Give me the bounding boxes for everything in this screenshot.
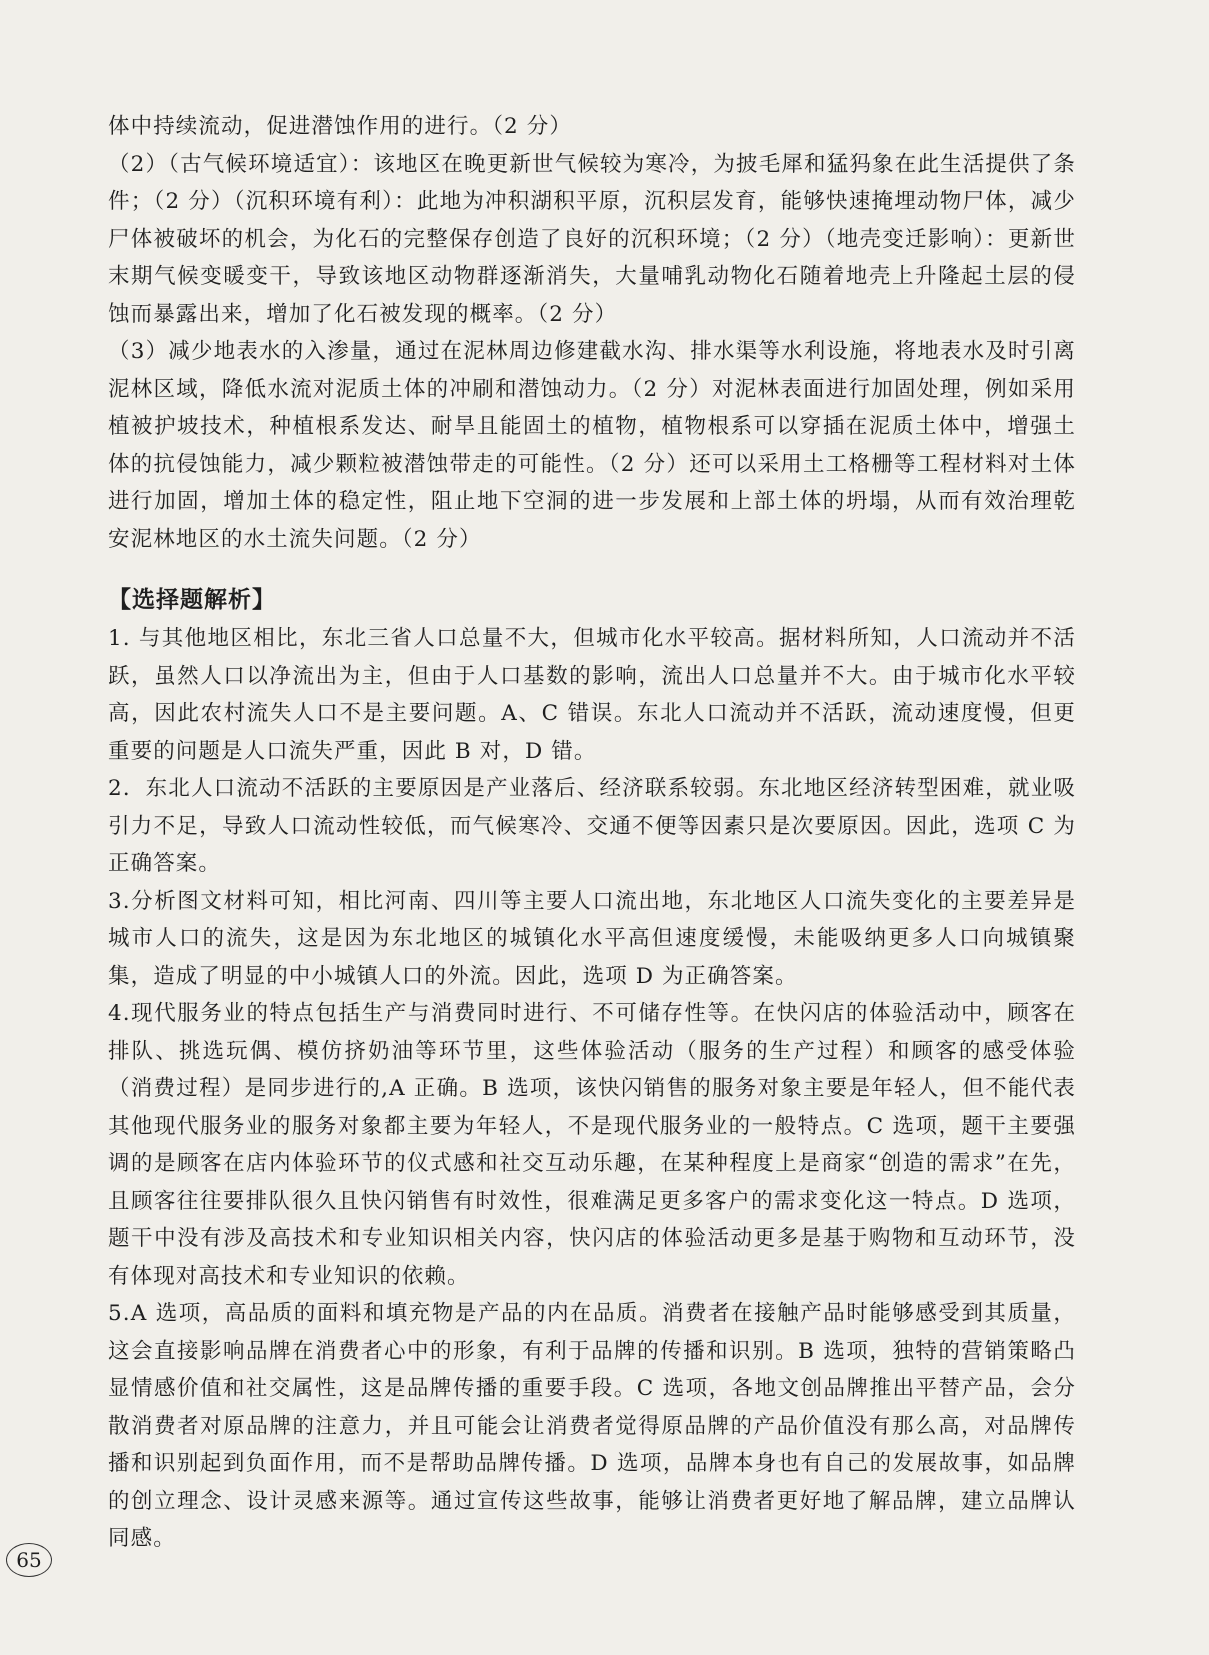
explanation-paragraph: 2．东北人口流动不活跃的主要原因是产业落后、经济联系较弱。东北地区经济转型困难，就业吸引力不足，导致人口流动性较低，而气候寒冷、交通不便等因素只是次要原因。因此，选项 C 为正确答案。: [108, 776, 1076, 876]
answer-paragraph: 体中持续流动，促进潜蚀作用的进行。（2 分）: [108, 114, 572, 139]
answer-paragraph: （3）减少地表水的入渗量，通过在泥林周边修建截水沟、排水渠等水利设施，将地表水及时引离泥林区域，降低水流对泥质土体的冲刷和潜蚀动力。（2 分）对泥林表面进行加固处理，例如采用植被护坡技术，种植根系发达、耐旱且能固土的植物，植物根系可以穿插在泥质土体中，增强土体的抗侵蚀能力，减少颗粒被潜蚀带走的可能性。（2 分）还可以采用土工格栅等工程材料对土体进行加固，增加土体的稳定性，阻止地下空洞的进一步发展和上部土体的坍塌，从而有效治理乾安泥林地区的水土流失问题。（2 分）: [108, 339, 1076, 552]
explanation-paragraph: 4.现代服务业的特点包括生产与消费同时进行、不可储存性等。在快闪店的体验活动中，顾客在排队、挑选玩偶、模仿挤奶油等环节里，这些体验活动（服务的生产过程）和顾客的感受体验（消费过程）是同步进行的,A 正确。B 选项，该快闪销售的服务对象主要是年轻人，但不能代表其他现代服务业的服务对象都主要为年轻人，不是现代服务业的一般特点。C 选项，题干主要强调的是顾客在店内体验环节的仪式感和社交互动乐趣，在某种程度上是商家“创造的需求”在先，且顾客往往要排队很久且快闪销售有时效性，很难满足更多客户的需求变化这一特点。D 选项，题干中没有涉及高技术和专业知识相关内容，快闪店的体验活动更多是基于购物和互动环节，没有体现对高技术和专业知识的依赖。: [108, 1001, 1076, 1289]
explanation-paragraph: 1. 与其他地区相比，东北三省人口总量不大，但城市化水平较高。据材料所知，人口流动并不活跃，虽然人口以净流出为主，但由于人口基数的影响，流出人口总量并不大。由于城市化水平较高，因此农村流失人口不是主要问题。A、C 错误。东北人口流动并不活跃，流动速度慢，但更重要的问题是人口流失严重，因此 B 对，D 错。: [108, 626, 1076, 764]
answer-paragraph: （2）（古气候环境适宜）：该地区在晚更新世气候较为寒冷，为披毛犀和猛犸象在此生活提供了条件；（2 分）（沉积环境有利）：此地为冲积湖积平原，沉积层发育，能够快速掩埋动物尸体，减少尸体被破坏的机会，为化石的完整保存创造了良好的沉积环境；（2 分）（地壳变迁影响）：更新世末期气候变暖变干，导致该地区动物群逐渐消失，大量哺乳动物化石随着地壳上升隆起土层的侵蚀而暴露出来，增加了化石被发现的概率。（2 分）: [108, 151, 1076, 327]
section-title: 【选择题解析】: [108, 586, 276, 613]
explanation-paragraph: 3.分析图文材料可知，相比河南、四川等主要人口流出地，东北地区人口流失变化的主要差异是城市人口的流失，这是因为东北地区的城镇化水平高但速度缓慢，未能吸纳更多人口向城镇聚集，造成了明显的中小城镇人口的外流。因此，选项 D 为正确答案。: [108, 888, 1076, 989]
explanation-paragraph: 5.A 选项，高品质的面料和填充物是产品的内在品质。消费者在接触产品时能够感受到其质量，这会直接影响品牌在消费者心中的形象，有利于品牌的传播和识别。B 选项，独特的营销策略凸显情感价值和社交属性，这是品牌传播的重要手段。C 选项，各地文创品牌推出平替产品，会分散消费者对原品牌的注意力，并且可能会让消费者觉得原品牌的产品价值没有那么高，对品牌传播和识别起到负面作用，而不是帮助品牌传播。D 选项，品牌本身也有自己的发展故事，如品牌的创立理念、设计灵感来源等。通过宣传这些故事，能够让消费者更好地了解品牌，建立品牌认同感。: [108, 1301, 1076, 1551]
page-number: 65: [6, 1543, 52, 1577]
page-content: [108, 108, 1076, 1558]
